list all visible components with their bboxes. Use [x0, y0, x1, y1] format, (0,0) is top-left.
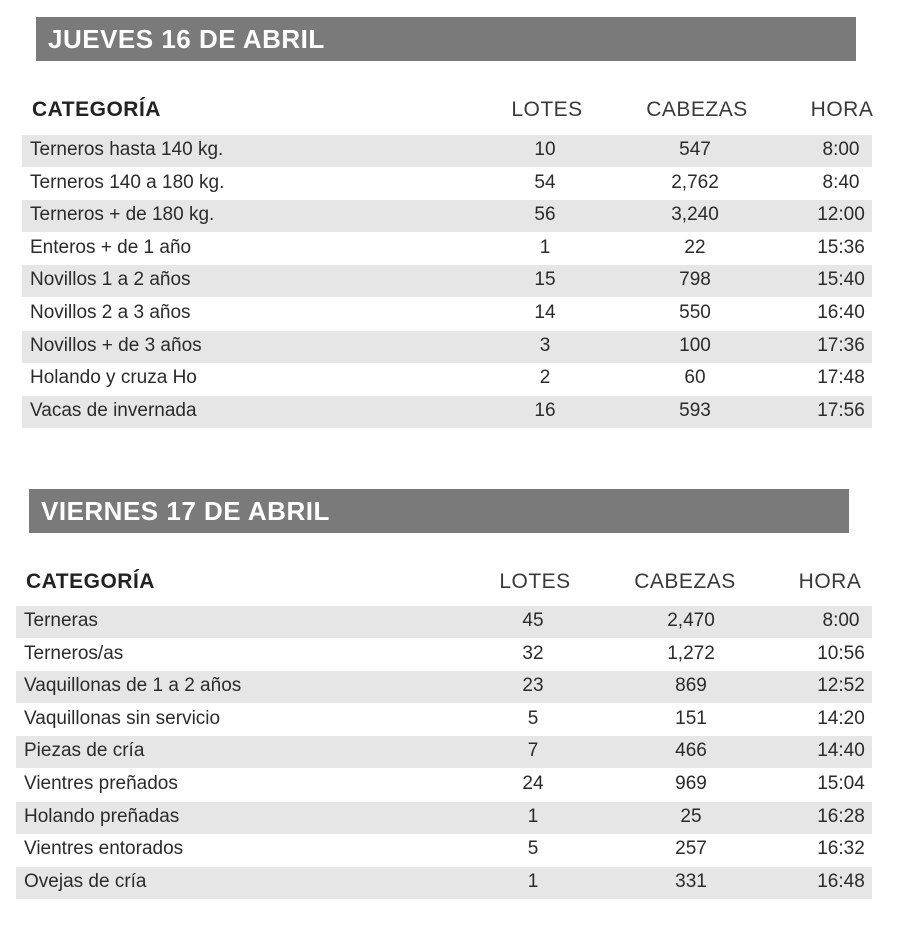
row-lotes: 2 — [539, 367, 551, 389]
row-hora: 17:56 — [817, 399, 865, 421]
table-row — [22, 135, 872, 167]
table-row — [16, 867, 872, 899]
row-categoria: Vaquillonas de 1 a 2 años — [24, 675, 242, 697]
row-hora: 8:00 — [822, 610, 860, 631]
table-row — [16, 606, 872, 638]
row-lotes: 1 — [527, 870, 539, 892]
row-lotes: 54 — [534, 171, 556, 193]
row-hora: 15:36 — [817, 236, 865, 258]
header-cabezas: CABEZAS — [634, 570, 736, 593]
row-hora: 17:36 — [817, 334, 865, 356]
row-cabezas: 331 — [675, 870, 707, 892]
header-lotes: LOTES — [511, 98, 583, 121]
header-categoria: CATEGORÍA — [26, 570, 155, 593]
table-row — [16, 671, 872, 703]
row-lotes: 15 — [534, 269, 556, 291]
row-categoria: Enteros + de 1 año — [30, 236, 192, 258]
row-lotes: 5 — [527, 838, 539, 860]
row-hora: 14:20 — [817, 707, 865, 729]
day-banner: JUEVES 16 DE ABRIL — [36, 17, 856, 61]
row-lotes: 1 — [527, 805, 539, 827]
row-hora: 15:04 — [817, 773, 865, 794]
row-cabezas: 151 — [675, 707, 707, 729]
row-categoria: Holando y cruza Ho — [30, 367, 197, 389]
row-categoria: Novillos 1 a 2 años — [30, 269, 191, 291]
row-cabezas: 2,762 — [671, 171, 719, 193]
day-banner: VIERNES 17 DE ABRIL — [29, 489, 849, 533]
row-cabezas: 22 — [684, 236, 706, 258]
table-header — [22, 94, 872, 126]
header-hora: HORA — [810, 98, 874, 121]
row-cabezas: 547 — [679, 139, 711, 160]
row-categoria: Terneros + de 180 kg. — [30, 204, 215, 226]
row-lotes: 7 — [527, 740, 539, 762]
table-row — [22, 265, 872, 297]
header-lotes: LOTES — [499, 570, 571, 593]
table-row — [22, 233, 872, 265]
row-categoria: Terneras — [24, 610, 98, 631]
row-hora: 16:40 — [817, 302, 865, 323]
row-lotes: 32 — [522, 642, 544, 664]
header-categoria: CATEGORÍA — [32, 98, 161, 121]
row-lotes: 3 — [539, 334, 551, 356]
table-row — [22, 298, 872, 330]
table-row — [22, 363, 872, 395]
row-categoria: Ovejas de cría — [24, 870, 147, 892]
row-categoria: Terneros 140 a 180 kg. — [30, 171, 225, 193]
table-row — [16, 704, 872, 736]
row-lotes: 23 — [522, 675, 544, 697]
row-hora: 8:00 — [822, 139, 860, 160]
header-hora: HORA — [798, 570, 862, 593]
row-cabezas: 798 — [679, 269, 711, 291]
table-row — [16, 736, 872, 768]
row-cabezas: 466 — [675, 740, 707, 762]
row-cabezas: 60 — [684, 367, 706, 389]
table-row — [22, 168, 872, 200]
row-categoria: Terneros/as — [24, 642, 124, 664]
table-row — [16, 769, 872, 801]
row-lotes: 16 — [534, 399, 556, 421]
row-cabezas: 100 — [679, 334, 711, 356]
row-cabezas: 2,470 — [667, 610, 715, 631]
row-hora: 10:56 — [817, 642, 865, 664]
table-row — [22, 331, 872, 363]
row-hora: 15:40 — [817, 269, 865, 291]
row-hora: 16:48 — [817, 870, 865, 892]
row-categoria: Novillos + de 3 años — [30, 334, 202, 356]
row-categoria: Vientres entorados — [24, 838, 184, 860]
row-cabezas: 550 — [679, 302, 711, 323]
row-cabezas: 3,240 — [671, 204, 719, 226]
row-hora: 8:40 — [822, 171, 860, 193]
row-categoria: Novillos 2 a 3 años — [30, 302, 191, 323]
row-cabezas: 1,272 — [667, 642, 715, 664]
row-categoria: Vientres preñados — [24, 773, 178, 794]
row-hora: 16:32 — [817, 838, 865, 860]
table-row — [16, 639, 872, 671]
row-hora: 16:28 — [817, 805, 865, 827]
row-lotes: 10 — [534, 139, 556, 160]
row-categoria: Holando preñadas — [24, 805, 180, 827]
row-hora: 12:00 — [817, 204, 865, 226]
table-row — [22, 396, 872, 428]
row-cabezas: 593 — [679, 399, 711, 421]
row-hora: 17:48 — [817, 367, 865, 389]
header-cabezas: CABEZAS — [646, 98, 748, 121]
row-categoria: Piezas de cría — [24, 740, 145, 762]
row-cabezas: 25 — [680, 805, 702, 827]
row-lotes: 24 — [522, 773, 544, 794]
row-categoria: Vaquillonas sin servicio — [24, 707, 221, 729]
table-row — [16, 834, 872, 866]
table-row — [16, 802, 872, 834]
row-cabezas: 257 — [675, 838, 707, 860]
row-cabezas: 969 — [675, 773, 707, 794]
row-hora: 14:40 — [817, 740, 865, 762]
row-lotes: 1 — [539, 236, 551, 258]
row-lotes: 5 — [527, 707, 539, 729]
table-row — [22, 200, 872, 232]
row-lotes: 45 — [522, 610, 544, 631]
row-categoria: Terneros hasta 140 kg. — [30, 139, 224, 160]
row-cabezas: 869 — [675, 675, 707, 697]
row-lotes: 56 — [534, 204, 556, 226]
row-categoria: Vacas de invernada — [30, 399, 197, 421]
row-hora: 12:52 — [817, 675, 865, 697]
table-header — [16, 566, 872, 598]
row-lotes: 14 — [534, 302, 556, 323]
